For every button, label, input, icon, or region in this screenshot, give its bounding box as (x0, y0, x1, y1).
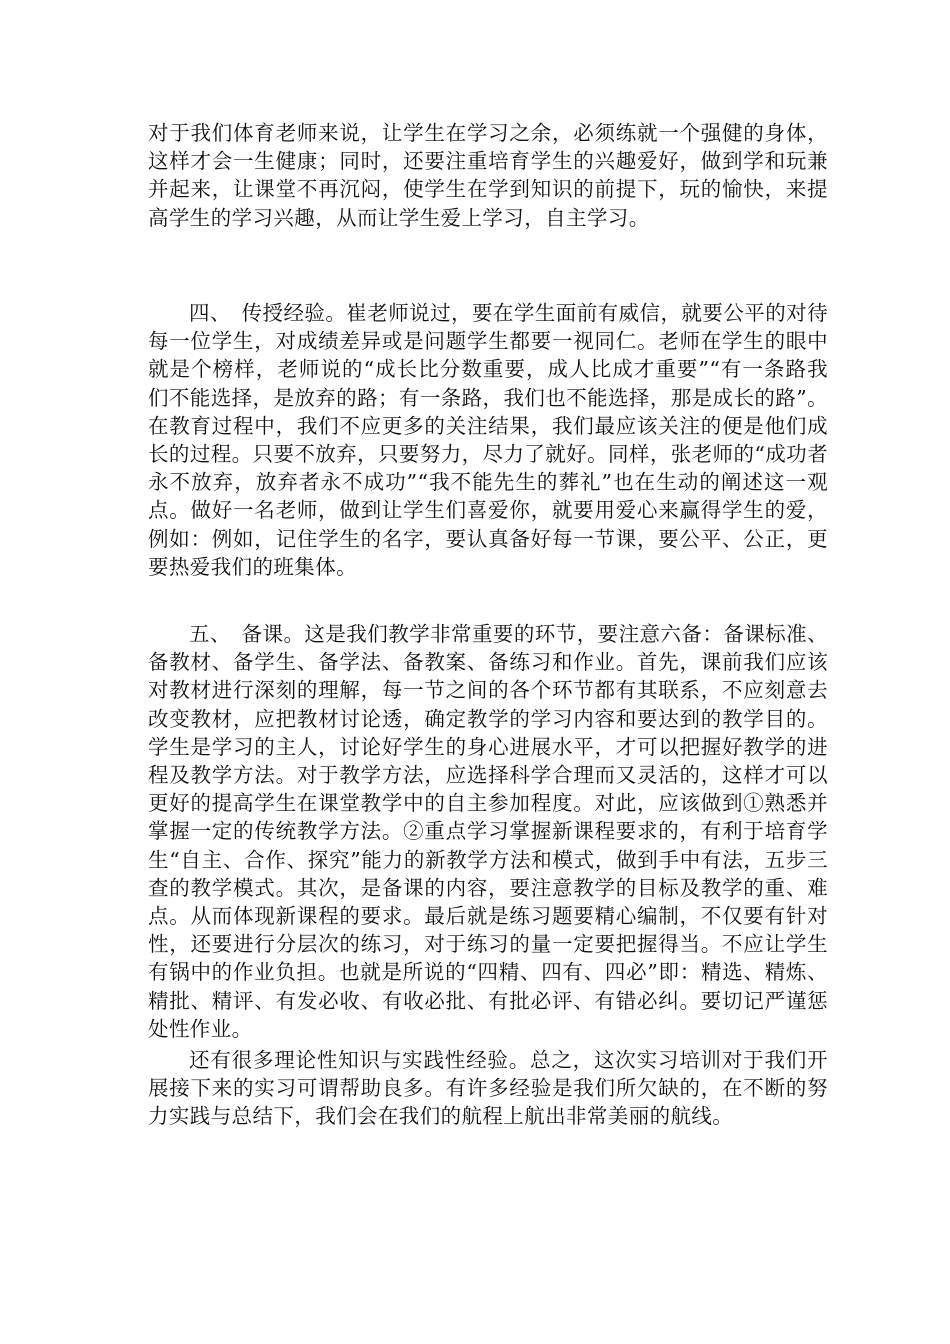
paragraph-conclusion: 还有很多理论性知识与实践性经验。总之，这次实习培训对于我们开展接下来的实习可谓帮助良多。有许多经验是我们所欠缺的，在不断的努力实践与总结下，我们会在我们的航程上航出非常美丽的航线。 (148, 1048, 828, 1129)
paragraph-section-four-experience: 四、 传授经验。崔老师说过，要在学生面前有威信，就要公平的对待每一位学生，对成绩差异或是问题学生都要一视同仁。老师在学生的眼中就是个榜样，老师说的“成长比分数重要，成人比成才重要”“有一条路我们不能选择，是放弃的路；有一条路，我们也不能选择，那是成长的路”。在教育过程中，我们不应更多的关注结果，我们最应该关注的便是他们成长的过程。只要不放弃，只要努力，尽力了就好。同样，张老师的“成功者永不放弃，放弃者永不成功”“我不能先生的葬礼”也在生动的阐述这一观点。做好一名老师，做到让学生们喜爱你，就要用爱心来赢得学生的爱，例如：例如，记住学生的名字，要认真备好每一节课，要公平、公正，更要热爱我们的班集体。 (148, 301, 828, 579)
paragraph-pe-teacher: 对于我们体育老师来说，让学生在学习之余，必须练就一个强健的身体，这样才会一生健康；同时，还要注重培育学生的兴趣爱好，做到学和玩兼并起来，让课堂不再沉闷，使学生在学到知识的前提下，玩的愉快，来提高学生的学习兴趣，从而让学生爱上学习，自主学习。 (148, 121, 828, 230)
paragraph-section-five-lesson-prep: 五、 备课。这是我们教学非常重要的环节，要注意六备：备课标准、备教材、备学生、备学法、备教案、备练习和作业。首先，课前我们应该对教材进行深刻的理解，每一节之间的各个环节都有其联系，不应刻意去改变教材，应把教材讨论透，确定教学的学习内容和要达到的教学目的。学生是学习的主人，讨论好学生的身心进展水平，才可以把握好教学的进程及教学方法。对于教学方法，应选择科学合理而又灵活的，这样才可以更好的提高学生在课堂教学中的自主参加程度。对此，应该做到①熟悉并掌握一定的传统教学方法。②重点学习掌握新课程要求的，有利于培育学生“自主、合作、探究”能力的新教学方法和模式，做到手中有法，五步三查的教学模式。其次，是备课的内容，要注意教学的目标及教学的重、难点。从而体现新课程的要求。最后就是练习题要精心编制，不仅要有针对性，还要进行分层次的练习，对于练习的量一定要把握得当。不应让学生有锅中的作业负担。也就是所说的“四精、四有、四必”即：精选、精炼、精批、精评、有发必收、有收必批、有批必评、有错必纠。要切记严谨惩处性作业。 (148, 622, 828, 1041)
